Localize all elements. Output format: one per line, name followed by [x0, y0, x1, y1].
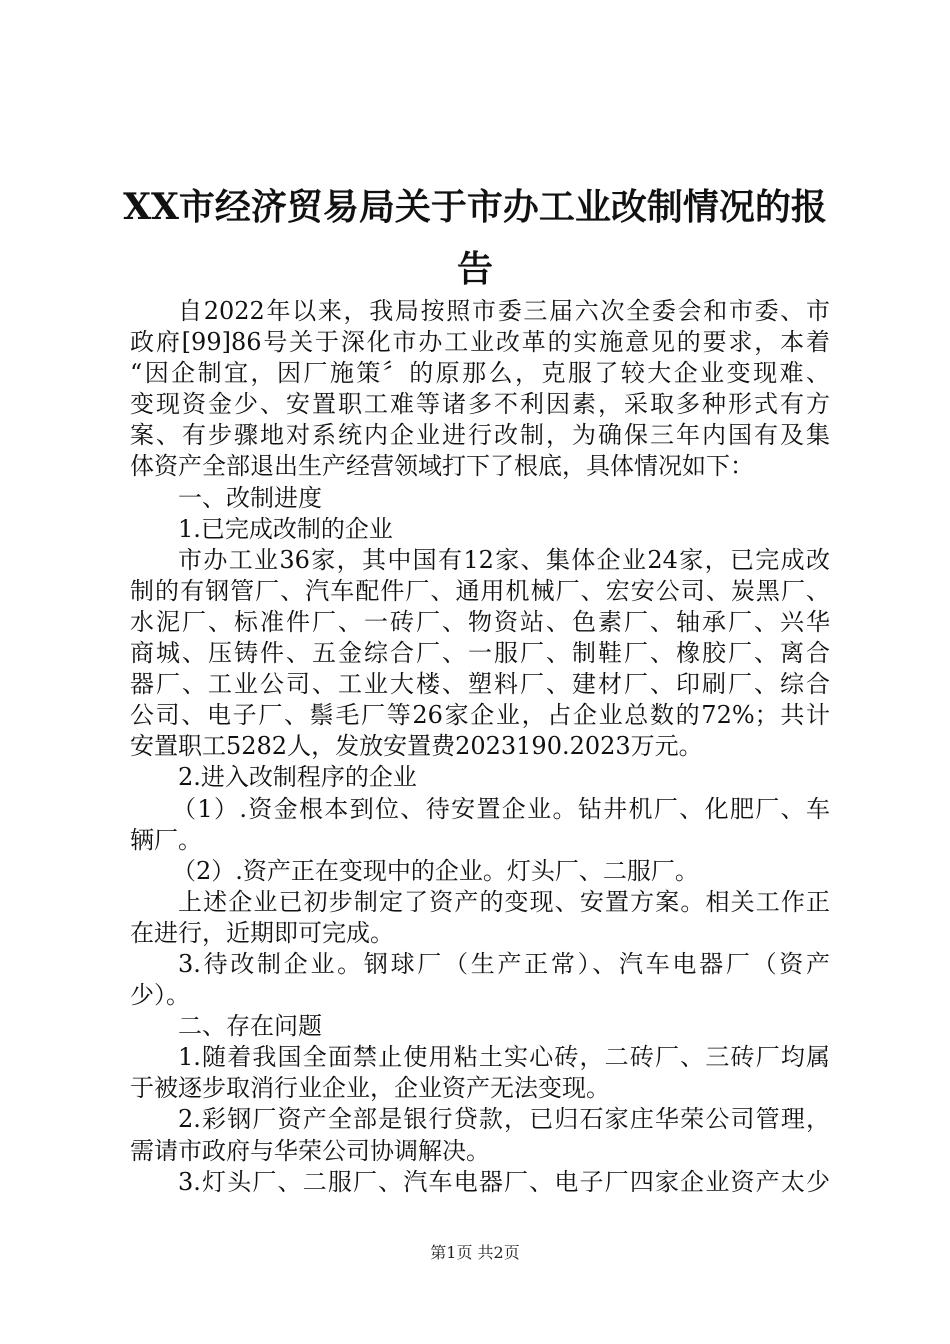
body-text-line: 上述企业已初步制定了资产的变现、安置方案。相关工作正	[178, 887, 830, 916]
body-text-line: 安置职工5282人，发放安置费2023190.2023万元。	[130, 732, 703, 761]
body-text-line: 需请市政府与华荣公司协调解决。	[130, 1136, 490, 1165]
body-text-line: 制的有钢管厂、汽车配件厂、通用机械厂、宏安公司、炭黑厂、	[130, 576, 830, 605]
body-text-line: 体资产全部退出生产经营领域打下了根底，具体情况如下：	[130, 452, 754, 481]
body-text-line: 在进行，近期即可完成。	[130, 918, 394, 947]
body-text-line: 公司、电子厂、鬃毛厂等26家企业，占企业总数的72%；共计	[130, 701, 830, 730]
body-text-line: （1）.资金根本到位、待安置企业。钻井机厂、化肥厂、车	[172, 794, 830, 823]
body-text-line: 2.进入改制程序的企业	[178, 763, 417, 792]
body-text-line: 商城、压铸件、五金综合厂、一服厂、制鞋厂、橡胶厂、离合	[130, 639, 830, 668]
body-text-line: 1.已完成改制的企业	[178, 514, 393, 543]
document-body	[130, 296, 830, 1198]
body-text-line: 二、存在问题	[178, 1012, 322, 1041]
body-text-line: 市办工业36家，其中国有12家、集体企业24家，已完成改	[178, 545, 830, 574]
body-text-line: 政府[99]86号关于深化市办工业改革的实施意见的要求，本着	[130, 328, 830, 357]
body-text-line: 自2022年以来，我局按照市委三届六次全委会和市委、市	[178, 297, 830, 325]
document-title-line-2: 告	[456, 248, 493, 290]
body-text-line: 少）。	[130, 981, 190, 1010]
body-text-line: 1.随着我国全面禁止使用粘土实心砖，二砖厂、三砖厂均属	[178, 1043, 830, 1072]
body-text-line: 案、有步骤地对系统内企业进行改制，为确保三年内国有及集	[130, 421, 830, 450]
body-text-line: 于被逐步取消行业企业，企业资产无法变现。	[130, 1074, 610, 1103]
document-title-line-1: XX市经济贸易局关于市办工业改制情况的报	[123, 186, 827, 228]
body-text-line: 2.彩钢厂资产全部是银行贷款，已归石家庄华荣公司管理，	[178, 1105, 830, 1134]
body-text-line: 辆厂。	[130, 825, 202, 854]
body-text-line: 器厂、工业公司、工业大楼、塑料厂、建材厂、印刷厂、综合	[130, 670, 830, 699]
body-text-line: 3.灯头厂、二服厂、汽车电器厂、电子厂四家企业资产太少	[178, 1167, 830, 1196]
body-text-line: 变现资金少、安置职工难等诸多不利因素，采取多种形式有方	[130, 390, 830, 419]
body-text-line: 3.待改制企业。钢球厂（生产正常）、汽车电器厂（资产	[178, 949, 830, 978]
body-text-line: 一、改制进度	[178, 483, 322, 512]
body-text-line: （2）.资产正在变现中的企业。灯头厂、二服厂。	[172, 856, 699, 885]
body-text-line: 水泥厂、标准件厂、一砖厂、物资站、色素厂、轴承厂、兴华	[130, 607, 830, 636]
body-text-line: “因企制宜，因厂施策〞的原那么，克服了较大企业变现难、	[130, 359, 830, 388]
page-footer: 第1页 共2页	[430, 1243, 520, 1262]
